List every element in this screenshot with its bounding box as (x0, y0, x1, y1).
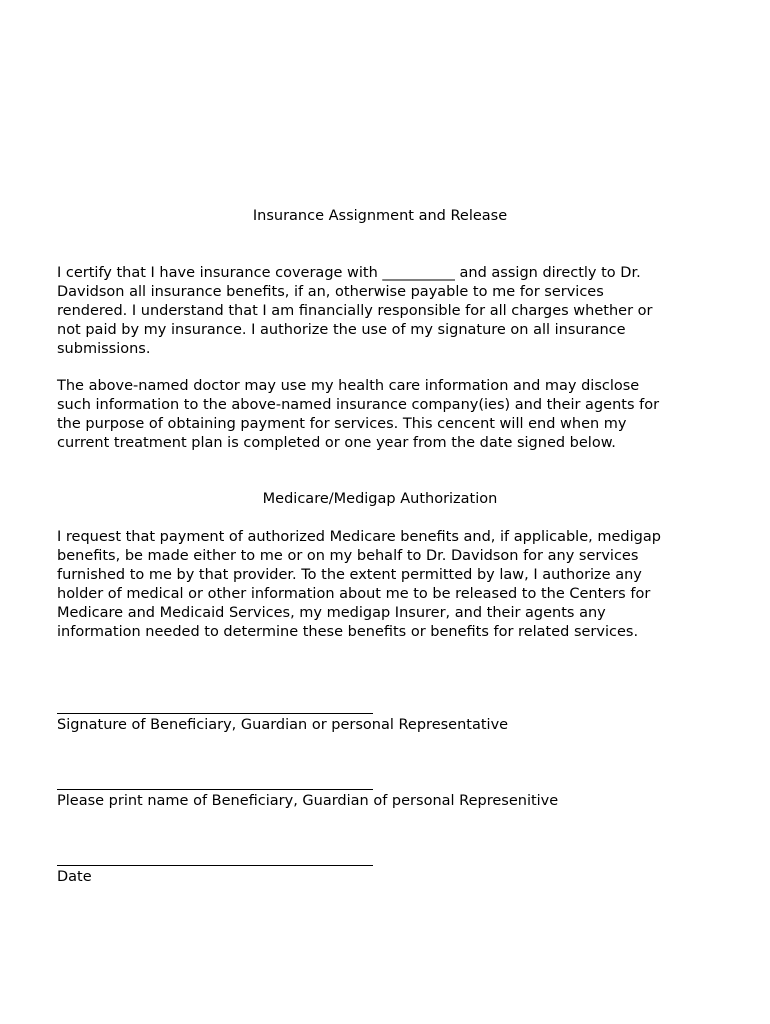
paragraph-line: information needed to determine these benefits or benefits for related services. (57, 624, 639, 640)
paragraph-line: such information to the above-named insurance company(ies) and their agents for (57, 397, 660, 413)
paragraph-line: submissions. (57, 341, 151, 357)
paragraph-line: benefits, be made either to me or on my behalf to Dr. Davidson for any services (57, 548, 639, 564)
signature-line (57, 713, 373, 714)
paragraph-line: rendered. I understand that I am financially responsible for all charges whether or (57, 303, 653, 319)
print-name-line (57, 789, 373, 790)
paragraph-line: The above-named doctor may use my health care information and may disclose (57, 378, 640, 394)
paragraph-line: Davidson all insurance benefits, if an, otherwise payable to me for services (57, 284, 604, 300)
paragraph-line: furnished to me by that provider. To the extent permitted by law, I authorize any (57, 567, 642, 583)
document-title: Insurance Assignment and Release (252, 208, 508, 224)
date-line (57, 865, 373, 866)
paragraph-line: not paid by my insurance. I authorize the use of my signature on all insurance (57, 322, 626, 338)
date-label: Date (57, 869, 92, 885)
paragraph-line: Medicare and Medicaid Services, my medigap Insurer, and their agents any (57, 605, 606, 621)
paragraph-line: the purpose of obtaining payment for services. This cencent will end when my (57, 416, 627, 432)
paragraph-line: holder of medical or other information about me to be released to the Centers for (57, 586, 651, 602)
paragraph-line: I request that payment of authorized Medicare benefits and, if applicable, medigap (57, 529, 661, 545)
paragraph-line: current treatment plan is completed or one year from the date signed below. (57, 435, 616, 451)
paragraph-line: I certify that I have insurance coverage with __________ and assign directly to Dr. (57, 265, 641, 281)
print-name-label: Please print name of Beneficiary, Guardian of personal Represenitive (57, 793, 559, 809)
section-title-medicare: Medicare/Medigap Authorization (262, 491, 498, 507)
signature-label: Signature of Beneficiary, Guardian or personal Representative (57, 717, 509, 733)
